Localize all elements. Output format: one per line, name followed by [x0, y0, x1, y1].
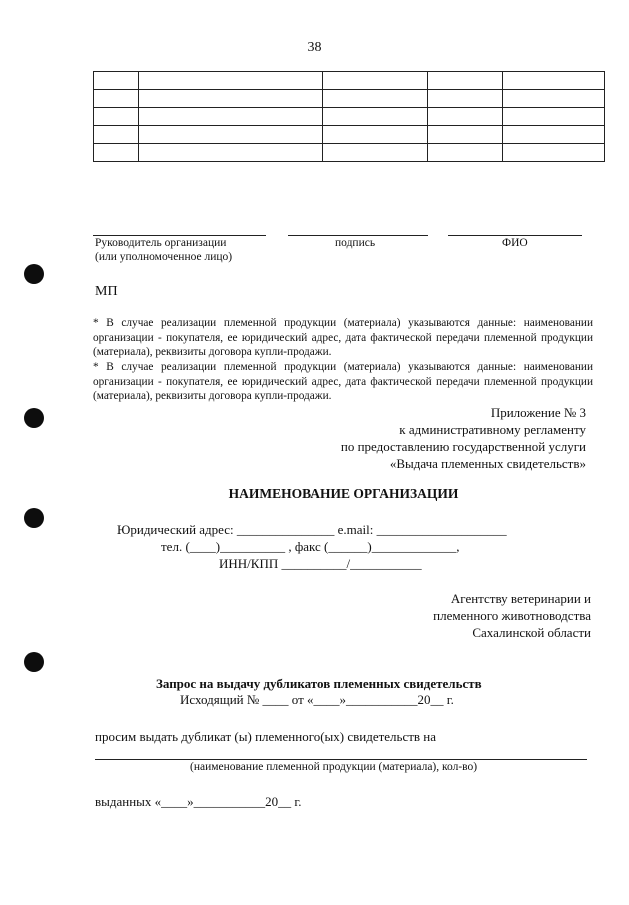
stamp-label: МП — [95, 284, 118, 299]
punch-hole — [24, 408, 44, 428]
recipient-line-3: Сахалинской области — [472, 625, 591, 640]
request-title: Запрос на выдачу дубликатов племенных свидетельств — [156, 676, 482, 691]
inn-field: ИНН/КПП __________/___________ — [219, 556, 422, 571]
recipient-line-1: Агентству ветеринарии и — [450, 591, 591, 606]
table-row — [94, 108, 605, 126]
footnote: * В случае реализации племенной продукции (материала) указываются данные: наименовании организации - покупателя, ее юридический адрес, дата фактической передачи племенной продукции (материала), реквизиты договора купли-продажи. — [93, 317, 593, 359]
table-row — [94, 72, 605, 90]
appendix-line-1: Приложение № 3 — [490, 405, 586, 420]
issued-date: выданных «____»___________20__ г. — [95, 794, 302, 809]
table-row — [94, 90, 605, 108]
product-blank-line — [95, 759, 587, 760]
phone-field: тел. (____)__________ , факс (______)_____________, — [161, 539, 460, 554]
signature-role-label: Руководитель организации — [95, 237, 227, 249]
appendix-line-2: к административному регламенту — [399, 422, 586, 437]
punch-hole — [24, 652, 44, 672]
signature-sign-line — [288, 235, 428, 236]
address-field: Юридический адрес: _______________ e.mail: ____________________ — [117, 522, 507, 537]
signature-name-label: ФИО — [502, 237, 528, 249]
page-number: 38 — [307, 40, 322, 55]
request-body: просим выдать дубликат (ы) племенного(ых) свидетельств на — [95, 729, 437, 744]
footnote: * В случае реализации племенной продукции (материала) указываются данные: наименовании организации - покупателя, ее юридический адрес, дата фактической передачи племенной продукции (материала), реквизиты договора купли-продажи. — [93, 361, 593, 403]
table-row — [94, 126, 605, 144]
recipient-line-2: племенного животноводства — [433, 608, 591, 623]
punch-hole — [24, 264, 44, 284]
appendix-line-3: по предоставлению государственной услуги — [340, 439, 586, 454]
outgoing-number: Исходящий № ____ от «____»___________20__ г. — [180, 692, 454, 707]
data-table — [93, 71, 605, 162]
product-caption: (наименование племенной продукции (материала), кол-во) — [190, 761, 478, 773]
table-row — [94, 144, 605, 162]
org-title: НАИМЕНОВАНИЕ ОРГАНИЗАЦИИ — [228, 486, 459, 501]
punch-hole — [24, 508, 44, 528]
signature-name-line — [448, 235, 582, 236]
appendix-line-4: «Выдача племенных свидетельств» — [389, 456, 586, 471]
signature-sign-label: подпись — [335, 237, 376, 249]
signature-role-line — [93, 235, 266, 236]
signature-role-sublabel: (или уполномоченное лицо) — [95, 251, 233, 263]
